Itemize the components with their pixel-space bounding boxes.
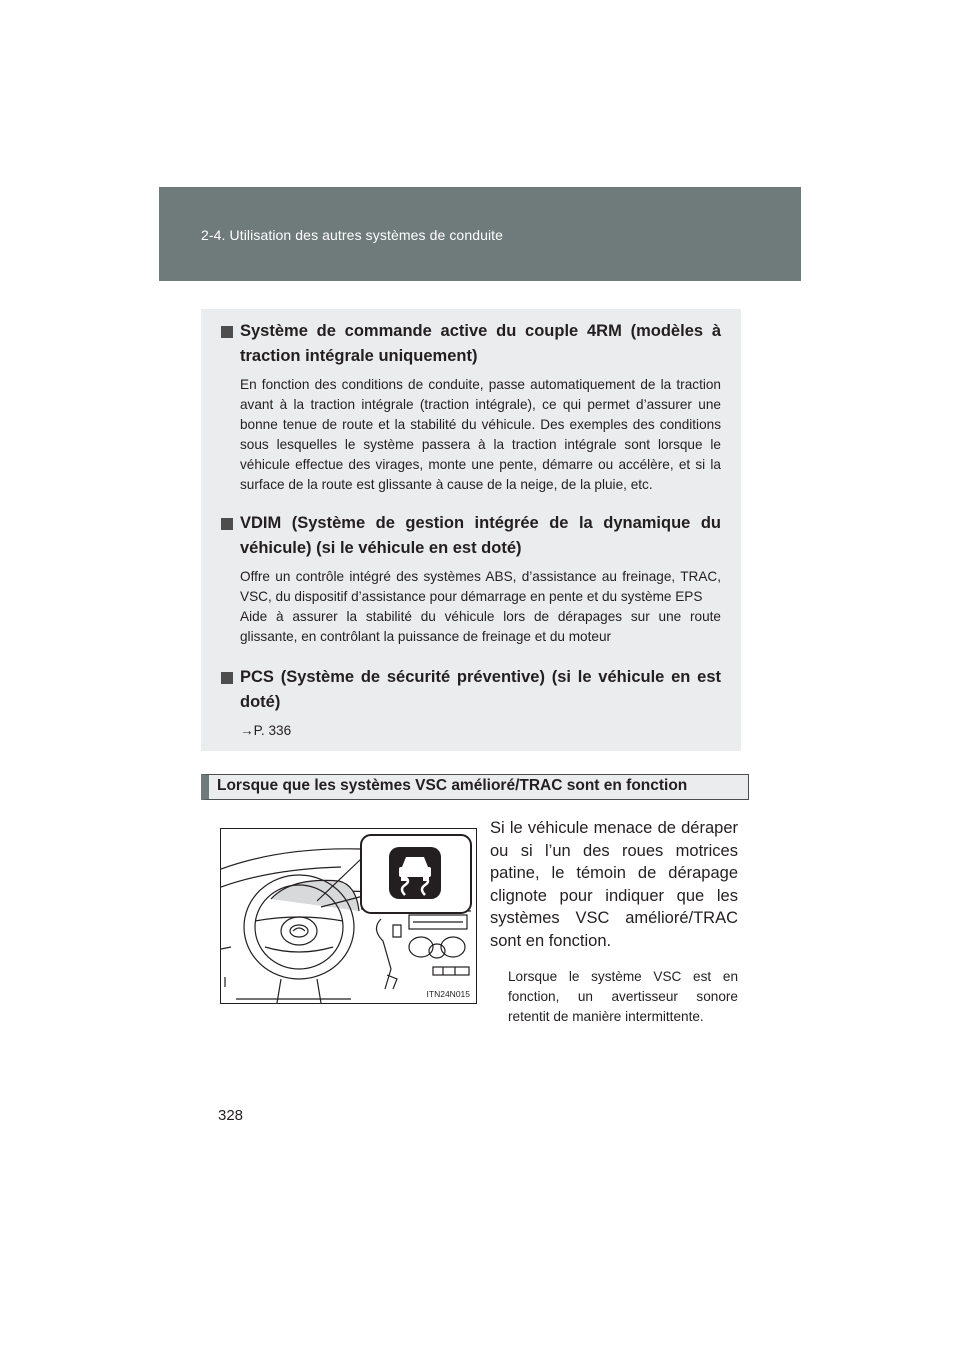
- chapter-header-band: [159, 187, 801, 281]
- section-title: PCS (Système de sécurité préventive) (si le véhicule en est doté): [221, 665, 721, 715]
- chapter-title: 2-4. Utilisation des autres systèmes de conduite: [201, 227, 504, 243]
- steering-wheel-dashboard-drawing: [221, 829, 476, 1003]
- section-body: Offre un contrôle intégré des systèmes ABS, d’assistance au freinage, TRAC, VSC, du dispositif d’assistance pour démarrage en pente et du système EPS Aide à assurer la stabilité du véhicule lors de dérapages sur une route glissante, en contrôlant la puissance de freinage et du moteur: [240, 569, 721, 644]
- subsection-heading: Lorsque que les systèmes VSC amélioré/TRAC sont en fonction: [201, 774, 749, 800]
- section-title: Système de commande active du couple 4RM (modèles à traction intégrale uniquement): [221, 319, 721, 369]
- page-reference-link[interactable]: →P. 336: [240, 723, 292, 738]
- section-body: En fonction des conditions de conduite, passe automatiquement de la traction avant à la traction intégrale (traction intégrale), ce qui permet d’assurer une bonne tenue de route et la stabilité du véhicule. Des exemples des conditions sous lesquelles le système passera à la traction intégrale sont lorsque le véhicule effectue des virages, monte une pente, démarre ou accélère, et si la surface de la route est glissante à cause de la neige, de la pluie, etc.: [240, 377, 721, 492]
- main-paragraph: Si le véhicule menace de déraper ou si l’un des roues motrices patine, le témoin de dérapage clignote pour indiquer que les systèmes VSC amélioré/TRAC sont en fonction.: [490, 819, 738, 950]
- dashboard-illustration: [220, 828, 477, 1004]
- page-number: 328: [218, 1107, 244, 1124]
- slip-indicator-icon: [389, 847, 441, 899]
- figure-code: ITN24N015: [426, 989, 470, 999]
- square-bullet-icon: [221, 326, 233, 338]
- note-paragraph: Lorsque le système VSC est en fonction, un avertisseur sonore retentit de manière intermittente.: [508, 969, 738, 1024]
- section-title: VDIM (Système de gestion intégrée de la dynamique du véhicule) (si le véhicule en est doté): [221, 511, 721, 561]
- square-bullet-icon: [221, 672, 233, 684]
- square-bullet-icon: [221, 518, 233, 530]
- section-4wd-torque-control: [221, 319, 721, 495]
- section-vdim: [221, 511, 721, 647]
- section-body: [240, 721, 721, 741]
- section-pcs: [221, 665, 721, 741]
- info-box: [201, 309, 741, 751]
